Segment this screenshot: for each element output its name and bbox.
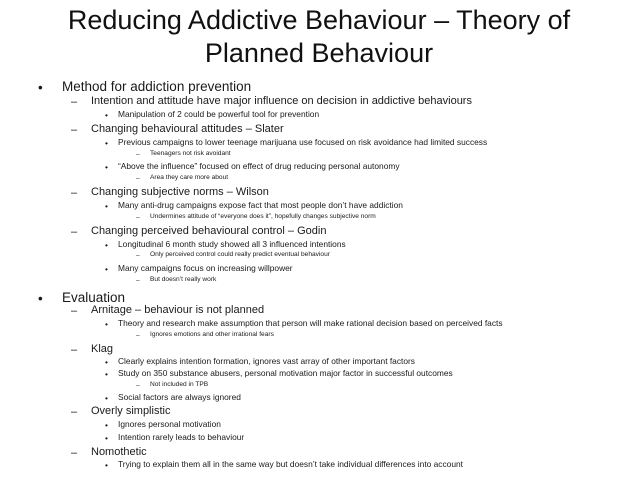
bullet-icon: • xyxy=(105,433,108,443)
bullet-icon: • xyxy=(105,460,108,470)
bullet-icon: • xyxy=(105,110,108,120)
bullet-item-level-1: Evaluation xyxy=(62,290,126,305)
dash-icon: – xyxy=(71,187,78,199)
bullet-icon: • xyxy=(105,420,108,430)
bullet-icon: • xyxy=(105,369,108,379)
dash-icon: – xyxy=(136,252,140,259)
bullet-item-level-2: Changing behavioural attitudes – Slater xyxy=(91,123,284,135)
bullet-item-level-3: “Above the influence” focused on effect of drug reducing personal autonomy xyxy=(118,161,400,171)
bullet-item-level-2: Klag xyxy=(91,343,114,355)
dash-icon: – xyxy=(71,305,78,317)
bullet-icon: • xyxy=(105,319,108,329)
bullet-item-level-2: Arnitage – behaviour is not planned xyxy=(91,304,265,316)
bullet-item-level-4: Undermines attitude of “everyone does it”, hopefully changes subjective norm xyxy=(150,213,376,220)
bullet-icon: • xyxy=(105,240,108,250)
bullet-icon: • xyxy=(105,357,108,367)
dash-icon: – xyxy=(71,406,78,418)
bullet-item-level-3: Intention rarely leads to behaviour xyxy=(118,432,245,442)
dash-icon: – xyxy=(136,214,140,221)
bullet-item-level-3: Manipulation of 2 could be powerful tool for prevention xyxy=(118,109,320,119)
bullet-item-level-4: Not included in TPB xyxy=(150,381,209,388)
bullet-item-level-2: Intention and attitude have major influence on decision in addictive behaviours xyxy=(91,95,472,107)
bullet-icon: • xyxy=(105,264,108,274)
bullet-item-level-3: Longitudinal 6 month study showed all 3 influenced intentions xyxy=(118,239,346,249)
bullet-icon: • xyxy=(105,201,108,211)
bullet-icon: • xyxy=(105,162,108,172)
bullet-item-level-3: Many campaigns focus on increasing willpower xyxy=(118,263,293,273)
bullet-item-level-4: Ignores emotions and other irrational fears xyxy=(150,331,274,338)
bullet-item-level-3: Social factors are always ignored xyxy=(118,392,241,402)
bullet-item-level-3: Many anti-drug campaigns expose fact that most people don’t have addiction xyxy=(118,200,403,210)
bullet-item-level-4: Teenagers not risk avoidant xyxy=(150,150,231,157)
bullet-item-level-2: Changing subjective norms – Wilson xyxy=(91,186,269,198)
bullet-item-level-2: Changing perceived behavioural control – Godin xyxy=(91,225,327,237)
slide-title-line-1: Reducing Addictive Behaviour – Theory of xyxy=(67,5,571,35)
bullet-item-level-3: Theory and research make assumption that person will make rational decision based on perceived facts xyxy=(118,318,503,328)
dash-icon: – xyxy=(136,332,140,339)
bullet-item-level-3: Clearly explains intention formation, ignores vast array of other important factors xyxy=(118,356,415,366)
bullet-icon: • xyxy=(105,138,108,148)
bullet-item-level-2: Nomothetic xyxy=(91,446,147,458)
dash-icon: – xyxy=(71,344,78,356)
bullet-icon: • xyxy=(38,291,43,306)
dash-icon: – xyxy=(71,96,78,108)
bullet-item-level-3: Ignores personal motivation xyxy=(118,419,221,429)
bullet-icon: • xyxy=(105,393,108,403)
dash-icon: – xyxy=(136,277,140,284)
bullet-icon: • xyxy=(38,80,43,95)
dash-icon: – xyxy=(71,226,78,238)
bullet-item-level-4: Only perceived control could really predict eventual behaviour xyxy=(150,251,330,258)
bullet-item-level-4: Area they care more about xyxy=(150,174,229,181)
bullet-item-level-2: Overly simplistic xyxy=(91,405,171,417)
dash-icon: – xyxy=(71,124,78,136)
dash-icon: – xyxy=(136,382,140,389)
bullet-item-level-3: Study on 350 substance abusers, personal motivation major factor in successful outcomes xyxy=(118,368,453,378)
slide-title xyxy=(20,4,618,70)
dash-icon: – xyxy=(71,447,78,459)
bullet-item-level-3: Previous campaigns to lower teenage marijuana use focused on risk avoidance had limited success xyxy=(118,137,488,147)
dash-icon: – xyxy=(136,151,140,158)
bullet-item-level-4: But doesn’t really work xyxy=(150,276,217,283)
slide-title-line-2: Planned Behaviour xyxy=(204,38,434,68)
dash-icon: – xyxy=(136,175,140,182)
bullet-item-level-1: Method for addiction prevention xyxy=(62,79,252,94)
bullet-item-level-3: Trying to explain them all in the same way but doesn’t take individual differences into account xyxy=(118,459,463,469)
